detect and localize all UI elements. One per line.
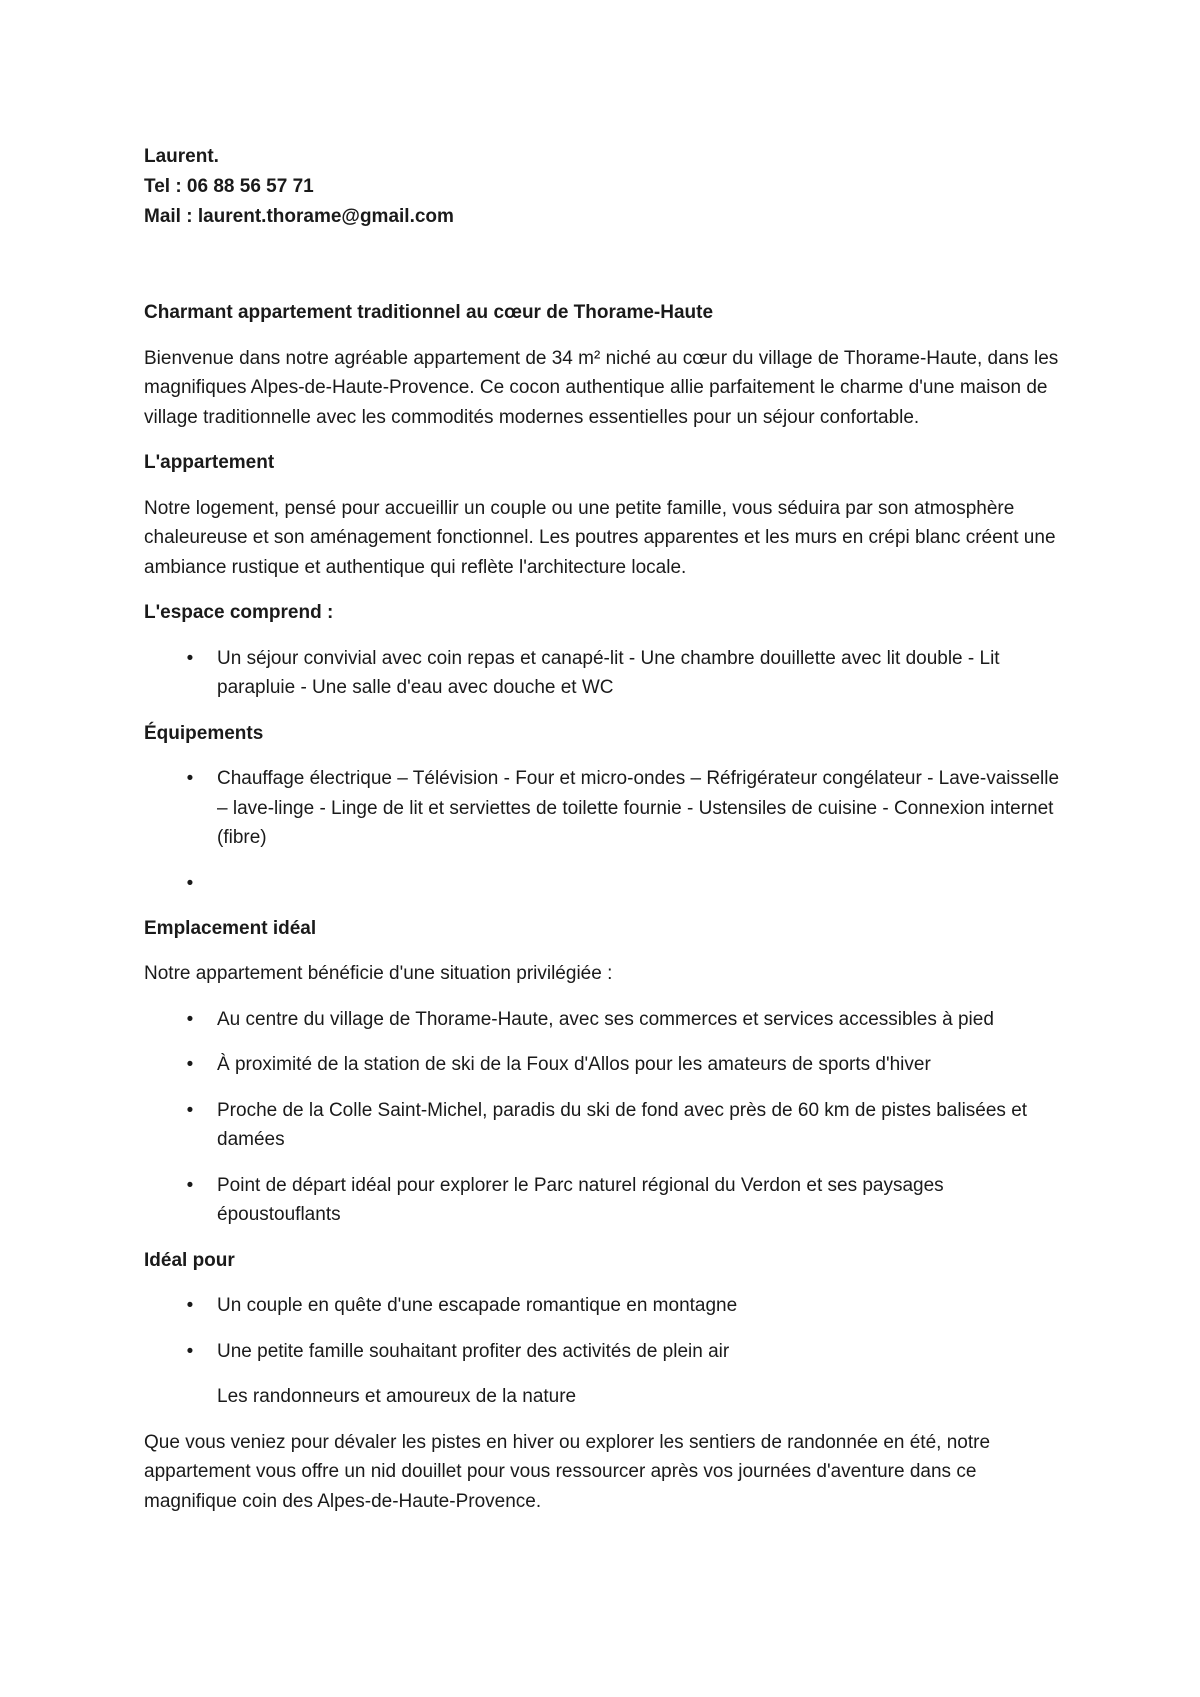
list-item xyxy=(144,1337,1064,1367)
section-heading-emplacement: Emplacement idéal xyxy=(144,917,317,939)
section-heading-equipements: Équipements xyxy=(144,722,264,744)
bullet-icon: • xyxy=(186,1054,194,1075)
appartement-paragraph: Notre logement, pensé pour accueillir un couple ou une petite famille, vous séduira par son atmosphère chaleureuse et son aménagement fonctionnel. Les poutres apparentes et les murs en crépi blanc créent une ambiance rustique et authentique qui reflète l'architecture locale. xyxy=(144,497,1056,578)
list-item-text: Au centre du village de Thorame-Haute, avec ses commerces et services accessibles à pied xyxy=(217,1008,994,1030)
list-item-text: Un séjour convivial avec coin repas et canapé-lit - Une chambre douillette avec lit double - Lit parapluie - Une salle d'eau avec douche et WC xyxy=(217,647,1000,698)
section-heading-ideal: Idéal pour xyxy=(144,1249,235,1271)
contact-name: Laurent. xyxy=(144,146,219,167)
document-page xyxy=(144,142,1064,1516)
bullet-icon: • xyxy=(186,647,194,669)
equipements-list xyxy=(144,764,1064,898)
contact-block xyxy=(144,142,1064,232)
list-item-text: À proximité de la station de ski de la Foux d'Allos pour les amateurs de sports d'hiver xyxy=(217,1054,931,1075)
list-item xyxy=(144,1005,1064,1035)
section-heading-espace: L'espace comprend : xyxy=(144,602,334,623)
bullet-icon: • xyxy=(186,1008,194,1030)
ideal-list xyxy=(144,1291,1064,1366)
bullet-icon: • xyxy=(186,872,194,894)
ideal-extra-line: Les randonneurs et amoureux de la nature xyxy=(217,1386,577,1407)
bullet-icon: • xyxy=(186,768,194,789)
list-item-empty xyxy=(144,869,1064,898)
list-item xyxy=(144,1171,1064,1230)
section-heading-appartement: L'appartement xyxy=(144,452,275,473)
list-item xyxy=(144,764,1064,853)
list-item-text: Chauffage électrique – Télévision - Four et micro-ondes – Réfrigérateur congélateur - Lave-vaisselle – lave-linge - Linge de lit et serviettes de toilette fournie - Ustensiles de cuisine - Connexion internet (fibre) xyxy=(217,768,1060,848)
intro-paragraph: Bienvenue dans notre agréable appartement de 34 m² niché au cœur du village de Thorame-Haute, dans les magnifiques Alpes-de-Haute-Provence. Ce cocon authentique allie parfaitement le charme d'une maison de village traditionnelle avec les commodités modernes essentielles pour un séjour confortable. xyxy=(144,347,1059,428)
list-item xyxy=(144,1096,1064,1155)
emplacement-paragraph: Notre appartement bénéficie d'une situation privilégiée : xyxy=(144,963,613,984)
list-item-text: Proche de la Colle Saint-Michel, paradis du ski de fond avec près de 60 km de pistes balisées et damées xyxy=(217,1099,1028,1150)
list-item xyxy=(144,1050,1064,1080)
list-item xyxy=(144,1291,1064,1321)
listing-title: Charmant appartement traditionnel au cœur de Thorame-Haute xyxy=(144,302,714,323)
list-item-text: Point de départ idéal pour explorer le Parc naturel régional du Verdon et ses paysages époustouflants xyxy=(217,1174,944,1225)
bullet-icon: • xyxy=(186,1340,194,1362)
list-item-text: Une petite famille souhaitant profiter des activités de plein air xyxy=(217,1340,730,1362)
contact-email: Mail : laurent.thorame@gmail.com xyxy=(144,206,454,227)
contact-phone: Tel : 06 88 56 57 71 xyxy=(144,176,314,197)
bullet-icon: • xyxy=(186,1099,194,1121)
bullet-icon: • xyxy=(186,1295,194,1316)
espace-list xyxy=(144,644,1064,703)
conclusion-paragraph: Que vous veniez pour dévaler les pistes en hiver ou explorer les sentiers de randonnée en été, notre appartement vous offre un nid douillet pour vous ressourcer après vos journées d'aventure dans ce magnifique coin des Alpes-de-Haute-Provence. xyxy=(144,1431,991,1512)
list-item xyxy=(144,644,1064,703)
list-item-text: Un couple en quête d'une escapade romantique en montagne xyxy=(217,1295,738,1316)
emplacement-list xyxy=(144,1005,1064,1230)
bullet-icon: • xyxy=(186,1174,194,1196)
